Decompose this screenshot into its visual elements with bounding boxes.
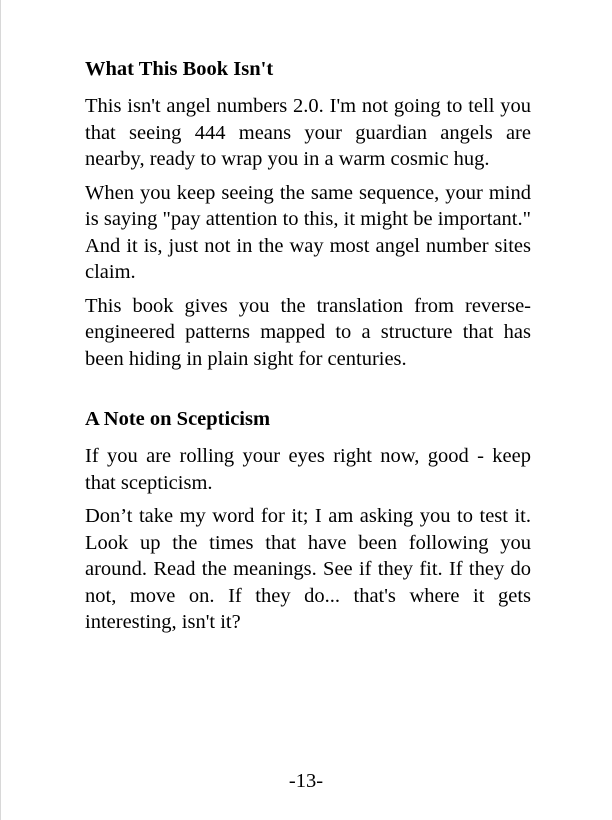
section-heading-what-this-book-isnt: What This Book Isn't [85, 58, 274, 80]
paragraph: When you keep seeing the same sequence, your mind is saying "pay attention to this, it might be important." And it is, just not in the way most angel number sites claim. [85, 181, 531, 283]
page-number: -13- [288, 770, 324, 792]
paragraph: This isn't angel numbers 2.0. I'm not going to tell you that seeing 444 means your guardian angels are nearby, ready to wrap you in a warm cosmic hug. [85, 95, 531, 170]
page-edge [0, 0, 1, 820]
paragraph: If you are rolling your eyes right now, good - keep that scepticism. [85, 445, 531, 494]
paragraph: Don’t take my word for it; I am asking you to test it. Look up the times that have been following you around. Read the meanings. See if they fit. If they do not, move on. If they do... that's where it gets interesting, isn't it? [85, 505, 531, 633]
section-heading-note-on-scepticism: A Note on Scepticism [85, 408, 271, 430]
paragraph: This book gives you the translation from reverse-engineered patterns mapped to a structure that has been hiding in plain sight for centuries. [85, 294, 531, 370]
page-content [85, 56, 531, 643]
